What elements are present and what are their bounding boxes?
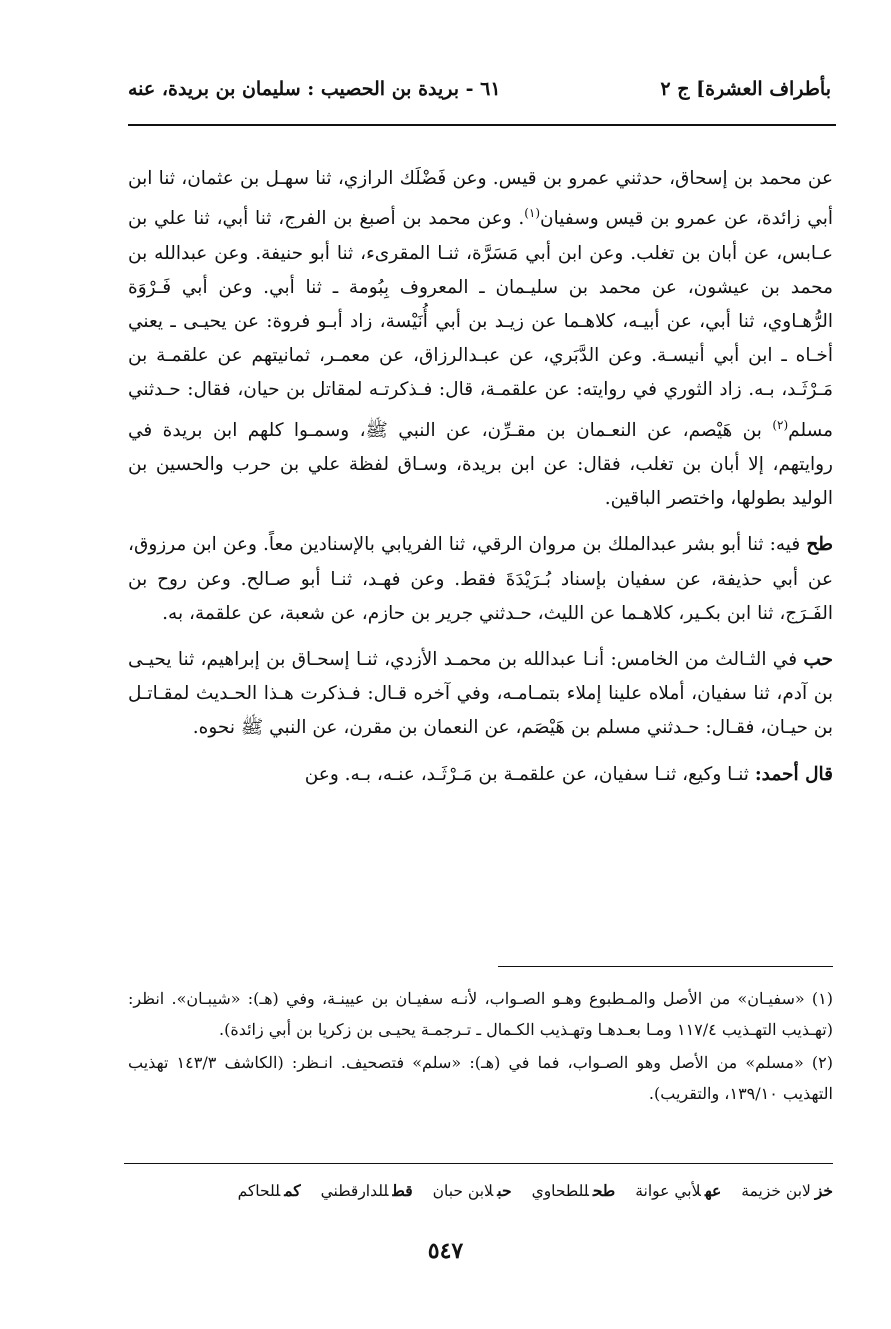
footnote-divider bbox=[498, 966, 833, 967]
legend-abbr: حب bbox=[497, 1181, 512, 1200]
header-volume: بأطراف العشرة] ج ٢ bbox=[660, 78, 831, 100]
legend-abbr: طح bbox=[592, 1181, 616, 1200]
main-text bbox=[128, 162, 833, 792]
paragraph-4-text: ثنـا وكيع، ثنـا سفيان، عن علقمـة بن مَـرْثَـد، عنـه، بـه. وعن bbox=[304, 763, 755, 785]
footnote-ref-2: (٢) bbox=[772, 417, 789, 432]
legend-item bbox=[741, 1181, 833, 1200]
abbreviation-legend bbox=[124, 1181, 833, 1200]
legend-text: لابن خزيمة bbox=[741, 1182, 811, 1200]
legend-item bbox=[321, 1181, 413, 1200]
legend-abbr: قط bbox=[392, 1181, 413, 1200]
paragraph-4-siglum: قال أحمد: bbox=[754, 763, 833, 785]
paragraph-4 bbox=[128, 758, 833, 792]
header-divider bbox=[128, 124, 836, 126]
legend-abbr: عه bbox=[704, 1181, 722, 1200]
paragraph-2-siglum: طح bbox=[806, 534, 833, 556]
legend-text: للحاكم bbox=[237, 1182, 281, 1200]
paragraph-3-text: في الثـالث من الخامس: أنـا عبدالله بن محمـد الأزدي، ثنـا إسحـاق بن إبراهيم، ثنا يحيـى بن آدم، ثنا سفيان، أملاه علينا إملاء بتمـامـه، وفي آخره قـال: فـذكرت هـذا الحـديث لمقـاتـل بن حيـان، فقـال: حـدثني مسلم بن هَيْصَم، عن النعمان بن مقرن، عن النبي ﷺ نحوه. bbox=[128, 648, 833, 739]
paragraph-1-part-a: عن محمد بن إسحاق، حدثني عمرو بن قيس. وعن فَضْلَك الرازي، ثنا سهـل بن عثمان، ثنا ابن أبي زائدة، عن عمرو بن قيس وسفيان bbox=[128, 168, 833, 230]
legend-text: لابن حبان bbox=[432, 1182, 494, 1200]
legend-item bbox=[532, 1181, 616, 1200]
page-number: ٥٤٧ bbox=[427, 1238, 464, 1264]
paragraph-1 bbox=[128, 162, 833, 516]
running-header bbox=[128, 78, 831, 100]
footnotes bbox=[128, 983, 833, 1109]
header-chapter: ٦١ - بريدة بن الحصيب : سليمان بن بريدة، عنه bbox=[128, 78, 501, 100]
paragraph-1-part-b: . وعن محمد بن أصبغ بن الفرج، ثنا أبي، ثنا علي بن عـابس، عن أبان بن تغلب. وعن ابن أبي مَسَرَّة، ثنـا المقرىء، ثنا أبو حنيفة. وعن عبدالله بن محمد بن عيشون، عن محمد بن سليـمان ـ المعروف بِبُومة ـ ثنا أبي. وعن أبي فَـرْوَة الرُّهـاوي، ثنا أبي، عن أبيـه، كلاهـما عن زيـد بن أبي أُنَيْسة، زاد أبـو فروة: عن يحيـى ـ يعني أخـاه ـ ابن أبي أنيسـة. وعن الدَّبَري، عن عبـدالرزاق، عن معمـر، ثمانيتهم عن علقمـة بن مَـرْثَـد، بـه. زاد الثوري في روايته: عن علقمـة، قال: فـذكرتـه لمقاتل بن حيان، فقال: حـدثني مسلم bbox=[128, 208, 833, 441]
legend-abbr: كم bbox=[284, 1181, 301, 1200]
paragraph-2 bbox=[128, 528, 833, 631]
legend-item bbox=[433, 1181, 512, 1200]
legend-abbr: خز bbox=[814, 1181, 833, 1200]
legend-divider bbox=[124, 1163, 833, 1164]
paragraph-1-part-c: بن هَيْصم، عن النعـمان بن مقـرِّن، عن النبي ﷺ، وسمـوا كلهم ابن بريدة في روايتهم، إلا أبان بن تغلب، فقال: عن ابن بريدة، وسـاق لفظة علي بن حرب والحسين بن الوليد بطولها، واختصر الباقين. bbox=[128, 419, 833, 510]
footnote-ref-1: (١) bbox=[524, 206, 541, 221]
paragraph-3-siglum: حب bbox=[803, 648, 833, 670]
legend-text: للطحاوي bbox=[531, 1182, 589, 1200]
legend-item bbox=[238, 1181, 301, 1200]
paragraph-2-text: فيه: ثنا أبو بشر عبدالملك بن مروان الرقي، ثنا الفريابي بالإسنادين معاً. وعن ابن مرزوق، عن أبي حذيفة، عن سفيان بإسناد بُـرَيْدَةَ فقط. وعن فهـد، ثنـا أبو صـالح. وعن روح بن الفَـرَج، ثنا ابن بكـير، كلاهـما عن الليث، حـدثني جرير بن حازم، عن شعبة، عن علقمة، به. bbox=[128, 534, 833, 624]
legend-text: لأبي عوانة bbox=[635, 1182, 701, 1200]
legend-item bbox=[635, 1181, 721, 1200]
paragraph-3 bbox=[128, 643, 833, 746]
footnote-2: (٢) «مسلم» من الأصل وهو الصـواب، فما في (هـ): «سلم» فتصحيف. انـظر: (الكاشف ١٤٣/٣ تهذيب التهذيب ١٣٩/١٠، والتقريب). bbox=[128, 1053, 833, 1103]
legend-text: للدارقطني bbox=[320, 1182, 389, 1200]
footnote-1: (١) «سفيـان» من الأصل والمـطبوع وهـو الصـواب، لأنـه سفيـان بن عيينـة، وفي (هـ): «شيبـان». انظر: (تهـذيب التهـذيب ١١٧/٤ ومـا بعـدهـا وتهـذيب الكـمال ـ تـرجمـة يحيـى بن زكريا بن أبي زائدة). bbox=[128, 989, 833, 1039]
